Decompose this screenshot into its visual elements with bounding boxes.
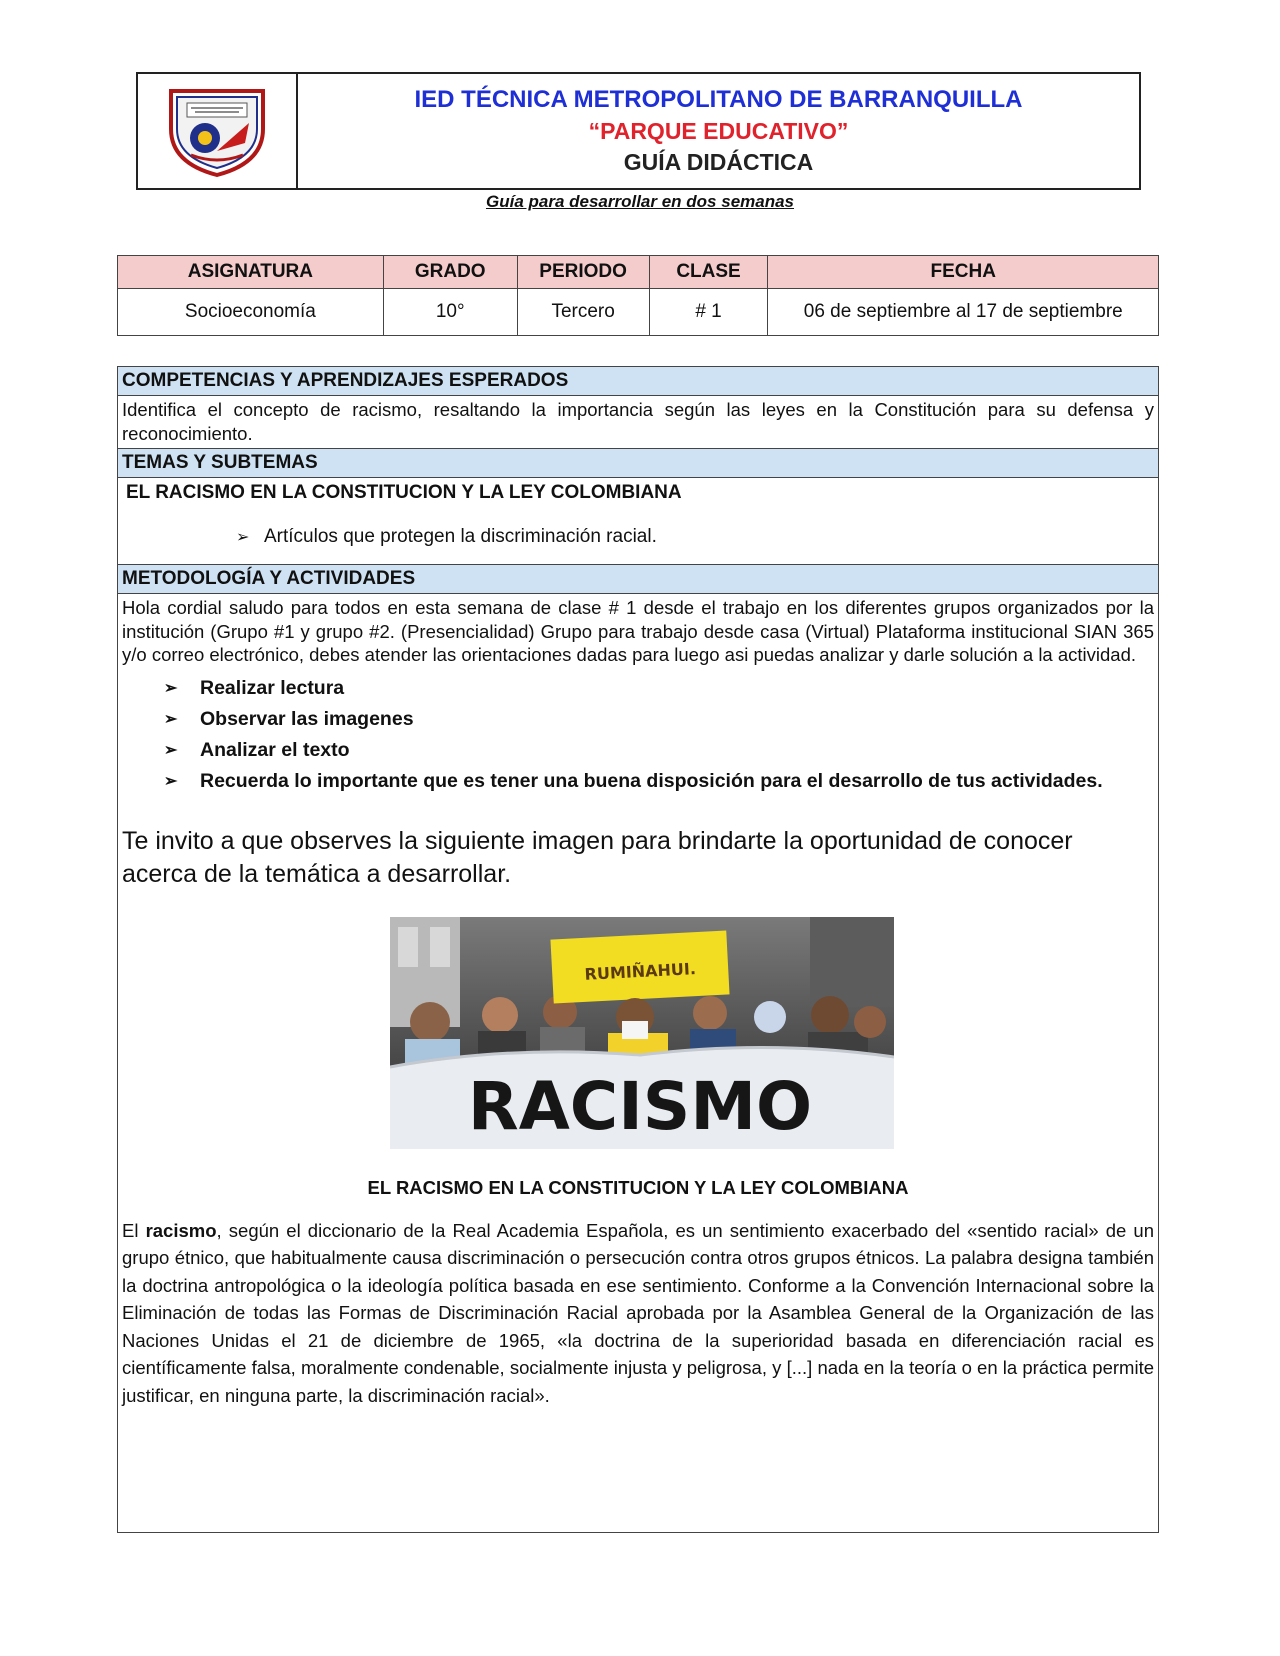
temas-topic: EL RACISMO EN LA CONSTITUCION Y LA LEY COLOMBIANA [126, 482, 682, 503]
guide-subtitle: Guía para desarrollar en dos semanas [485, 192, 795, 211]
arrow-bullet-icon: ➢ [164, 679, 178, 697]
article-title: EL RACISMO EN LA CONSTITUCION Y LA LEY COLOMBIANA [367, 1176, 909, 1198]
school-crest-icon [165, 83, 269, 179]
header-clase: CLASE [649, 256, 768, 289]
header-titles [298, 74, 1139, 188]
cell-clase: # 1 [649, 289, 768, 336]
header-grado: GRADO [383, 256, 517, 289]
school-name: IED TÉCNICA METROPOLITANO DE BARRANQUILLA [414, 86, 1023, 113]
activity-list [118, 673, 1158, 797]
cell-asignatura: Socioeconomía [118, 289, 384, 336]
cell-periodo: Tercero [517, 289, 649, 336]
arrow-bullet-icon: ➢ [236, 529, 250, 546]
activity-item: ➢ Analizar el texto [164, 735, 1154, 766]
activity-item: ➢ Observar las imagenes [164, 704, 1154, 735]
main-content-box [117, 366, 1159, 1533]
school-motto: “PARQUE EDUCATIVO” [588, 118, 849, 144]
info-table [117, 255, 1159, 336]
racism-protest-photo [390, 917, 894, 1149]
document-type: GUÍA DIDÁCTICA [623, 149, 814, 175]
temas-heading: TEMAS Y SUBTEMAS [118, 449, 1158, 478]
arrow-bullet-icon: ➢ [164, 710, 178, 728]
header-periodo: PERIODO [517, 256, 649, 289]
header-box [136, 72, 1141, 190]
metodologia-heading: METODOLOGÍA Y ACTIVIDADES [118, 565, 1158, 594]
competencias-text: Identifica el concepto de racismo, resaltando la importancia según las leyes en la Constitución para su defensa y reconocimiento. [118, 396, 1158, 449]
subtopic-text: Artículos que protegen la discriminación racial. [264, 526, 657, 547]
info-table-row [118, 289, 1159, 336]
competencias-heading: COMPETENCIAS Y APRENDIZAJES ESPERADOS [118, 367, 1158, 396]
banner-text: RACISMO [467, 1067, 813, 1145]
logo-cell [138, 74, 298, 188]
header-asignatura: ASIGNATURA [118, 256, 384, 289]
article-bold-term: racismo [145, 1219, 217, 1241]
article-body: El racismo, según el diccionario de la Real Academia Española, es un sentimiento exacerbado del «sentido racial» de un grupo étnico, que habitualmente causa discriminación o persecución contra otros grupos étnicos. La palabra designa también la doctrina antropológica o la ideología política basada en ese sentimiento. Conforme a la Convención Internacional sobre la Eliminación de todas las Formas de Discriminación Racial aprobada por la Asamblea General de la Organización de las Naciones Unidas el 21 de diciembre de 1965, «la doctrina de la superioridad basada en diferenciación racial es científicamente falsa, moralmente condenable, socialmente injusta y peligrosa, y [...] nada en la teoría o en la práctica permite justificar, en ninguna parte, la discriminación racial». [122, 1219, 1154, 1406]
cell-fecha: 06 de septiembre al 17 de septiembre [768, 289, 1159, 336]
activity-item: ➢ Recuerda lo importante que es tener una buena disposición para el desarrollo de tus actividades. [164, 766, 1154, 797]
arrow-bullet-icon: ➢ [164, 741, 178, 759]
info-table-header [118, 256, 1159, 289]
temas-subtopic [118, 504, 1158, 564]
arrow-bullet-icon: ➢ [164, 772, 178, 790]
header-fecha: FECHA [768, 256, 1159, 289]
invite-text: Te invito a que observes la siguiente imagen para brindarte la oportunidad de conocer acerca de la temática a desarrollar. [122, 826, 1073, 888]
sign-text: RUMIÑAHUI. [584, 958, 697, 984]
cell-grado: 10° [383, 289, 517, 336]
temas-body [118, 478, 1158, 565]
metodologia-intro: Hola cordial saludo para todos en esta semana de clase # 1 desde el trabajo en los diferentes grupos organizados por la institución (Grupo #1 y grupo #2. (Presencialidad) Grupo para trabajo desde casa (Virtual) Plataforma institucional SIAN 365 y/o correo electrónico, debes atender las orientaciones dadas para luego asi puedas analizar y darle solución a la actividad. [122, 597, 1154, 665]
activity-item: ➢ Realizar lectura [164, 673, 1154, 704]
